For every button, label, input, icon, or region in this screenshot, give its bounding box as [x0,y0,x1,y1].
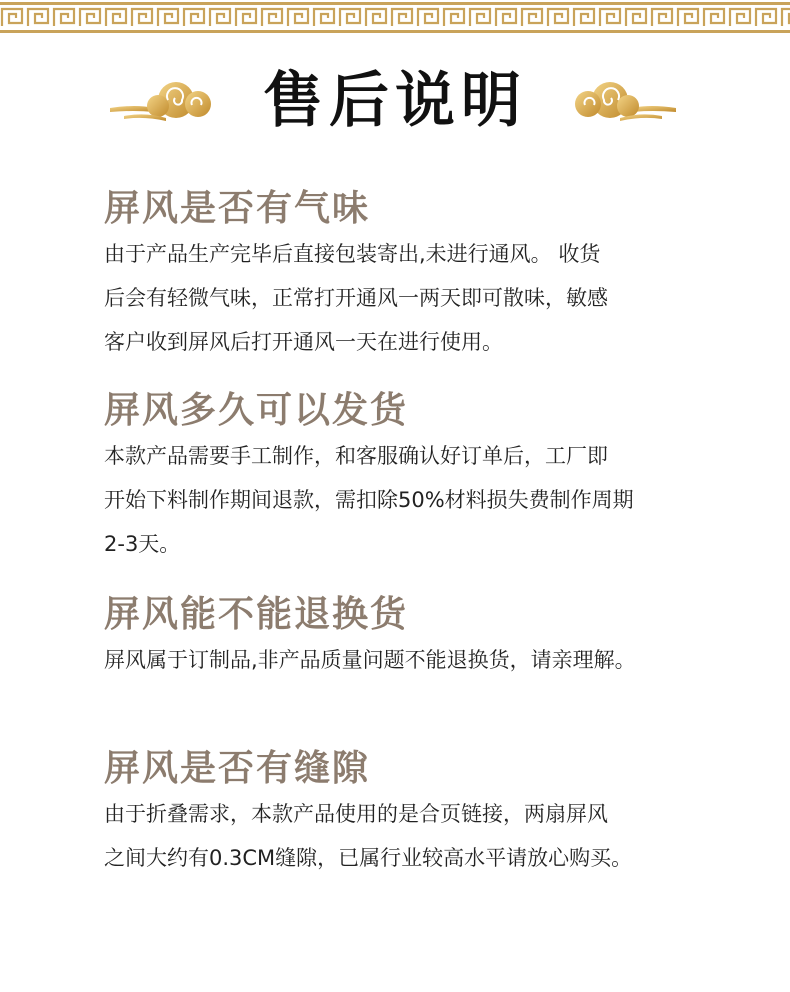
body-line: 本款产品需要手工制作，和客服确认好订单后，工厂即 [104,444,608,468]
body-line: 之间大约有0.3CM缝隙，已属行业较高水平请放心购买。 [104,846,633,870]
section-heading: 屏风是否有气味 [104,187,371,229]
fret-border [0,0,790,36]
page-title: 售后说明 [263,66,527,136]
auspicious-cloud-icon [106,74,218,124]
section-shipping-time [104,386,764,566]
body-line: 客户收到屏风后打开通风一天在进行使用。 [104,330,503,354]
section-odor [104,184,764,364]
section-body [104,638,764,682]
section-body [104,434,764,566]
body-line: 屏风属于订制品,非产品质量问题不能退换货，请亲理解。 [104,648,636,672]
auspicious-cloud-icon [568,74,680,124]
body-line: 2-3天。 [104,532,181,556]
section-body [104,792,764,880]
title-row [0,62,790,140]
body-line: 由于产品生产完毕后直接包装寄出,未进行通风。 收货 [104,242,601,266]
body-line: 后会有轻微气味，正常打开通风一两天即可散味，敏感 [104,286,608,310]
section-gaps [104,744,764,880]
body-line: 由于折叠需求，本款产品使用的是合页链接，两扇屏风 [104,802,608,826]
section-heading: 屏风多久可以发货 [104,389,409,431]
body-line: 开始下料制作期间退款，需扣除50%材料损失费制作周期 [104,488,634,512]
section-heading: 屏风能不能退换货 [104,593,409,635]
section-heading: 屏风是否有缝隙 [104,747,371,789]
section-returns [104,590,764,682]
section-body [104,232,764,364]
